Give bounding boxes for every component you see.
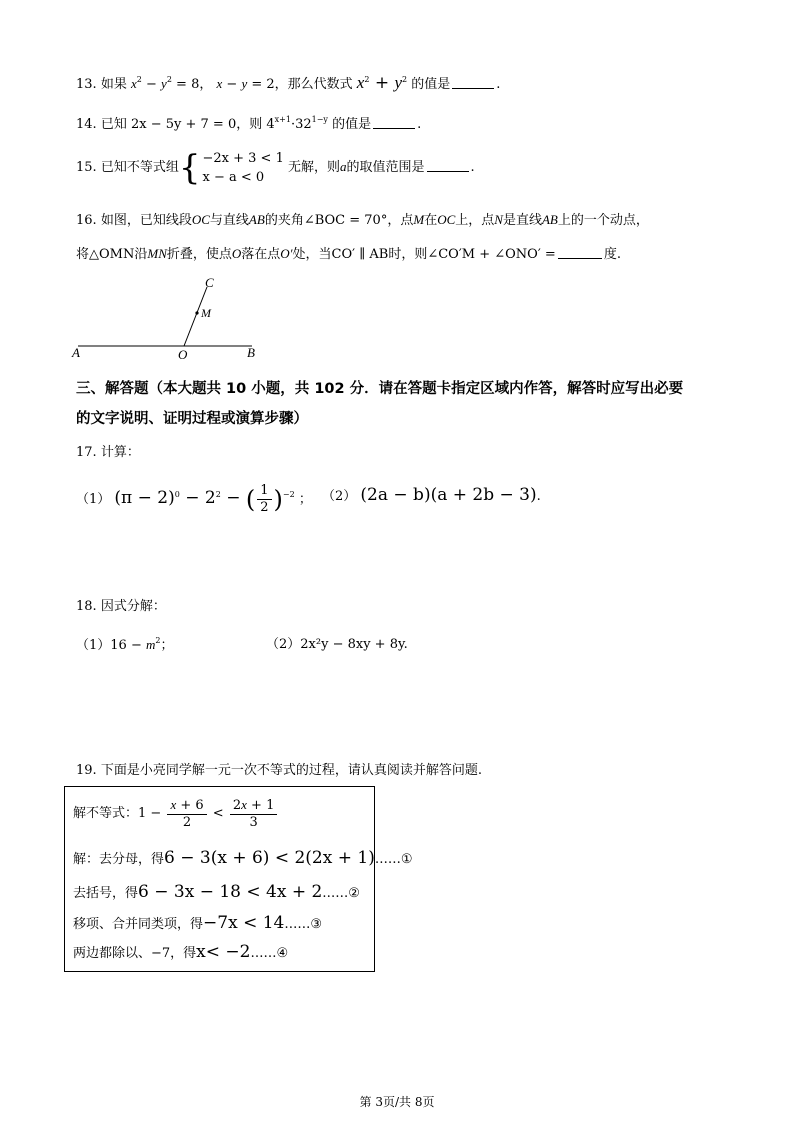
question-14: 14. 已知 2x − 5y + 7 = 0，则 $4^{x+1}\cdot 32^{1-y}$ 的值是 . (76, 115, 422, 132)
q16-answer-blank[interactable] (558, 245, 602, 259)
q18-part-1: $(1)16 - m^2$； (76, 636, 174, 653)
question-19: 19. 下面是小亮同学解一元一次不等式的过程，请认真阅读并解答问题. (76, 763, 482, 778)
question-16-line-1: 16. 如图，已知线段OC与直线AB的夹角∠BOC = 70°，点M在OC上，点N是直线AB上的一个动点， (76, 212, 649, 228)
q15-answer-blank[interactable] (427, 158, 469, 172)
q17-part-2: （2） (2a − b)(a + 2b − 3). (322, 485, 541, 505)
question-17: 17. 计算： (76, 445, 140, 460)
page-footer: 第 3页/共 8页 (359, 1095, 435, 1109)
box-line-4: 移项、合并同类项，得−7x < 14……③ (73, 913, 323, 933)
q15-inequality-2: x − a < 0 (202, 169, 265, 185)
section-3-heading: 三、解答题（本大题共 10 小题，共 102 分．请在答题卡指定区域内作答，解答时应写出必要 (76, 381, 684, 397)
box-line-1: 解不等式：1 − $\frac{x + 6}{2}$ < $\frac{2x + 1}{3}$ (73, 793, 279, 835)
box-line-5: 两边都除以、−7，得x< −2……④ (73, 942, 289, 962)
label-m: M (201, 306, 211, 320)
question-18: 18. 因式分解： (76, 599, 166, 614)
q19-solution-box (64, 786, 413, 972)
box-line-3: 去括号，得6 − 3x − 18 < 4x + 2……② (73, 882, 360, 902)
section-3-heading-cont: 的文字说明、证明过程或演算步骤） (76, 411, 308, 427)
q14-answer-blank[interactable] (373, 115, 415, 129)
q14-condition: 2x − 5y + 7 = 0 (130, 117, 237, 132)
q18-part-2: （2）2x²y − 8xy + 8y. (266, 637, 408, 652)
q16-figure (66, 273, 276, 365)
q13-answer-blank[interactable] (452, 75, 494, 89)
question-16-line-2: 将△OMN沿MN折叠，使点O落在点O′处，当CO′ ∥ AB时，则∠CO′M + ∠ONO′ = 度. (76, 246, 621, 262)
point-m (195, 311, 198, 314)
label-a: A (72, 345, 80, 360)
q15-inequality-1: −2x + 3 < 1 (202, 150, 284, 166)
q17-part-1: （1） $(\pi - 2)^0 - 2^2$ − ( $\frac{1}{2}$ )$^{-2}$ ； (76, 483, 312, 515)
label-o: O (178, 347, 188, 362)
label-c: C (205, 275, 214, 290)
box-line-2: 解：去分母，得6 − 3(x + 6) < 2(2x + 1)……① (73, 848, 413, 868)
label-b: B (247, 345, 255, 360)
question-15: 15. 已知不等式组{ −2x + 3 < 1 x − a < 0 无解，则a的取值范围是 . (76, 147, 475, 188)
q13-number: 13. (76, 77, 97, 92)
question-13: 13. 如果 $x^2 - y^2 = 8$， x − y = 2，那么代数式 $x^2 + y^2$ 的值是 . (76, 73, 501, 93)
